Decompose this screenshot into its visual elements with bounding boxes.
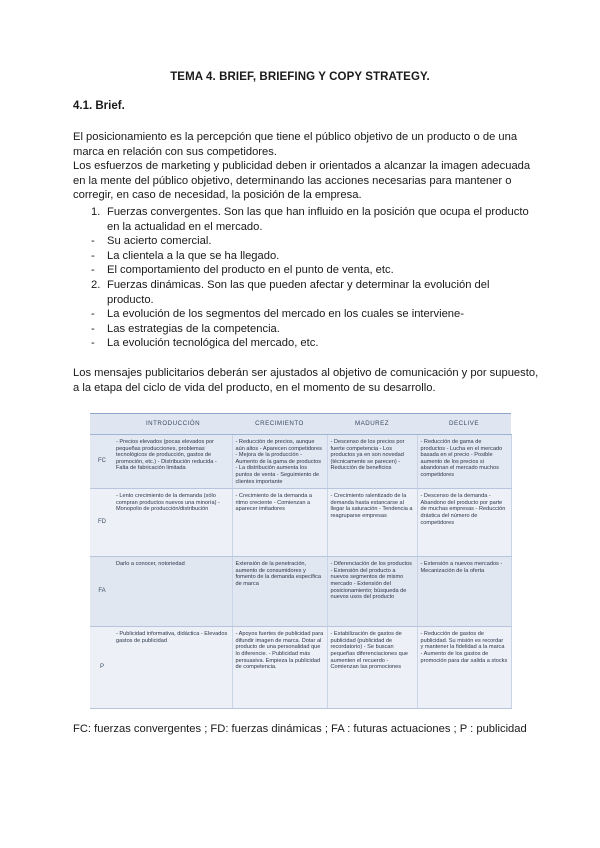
row-label: FA	[90, 557, 114, 627]
paragraph-positioning: El posicionamiento es la percepción que tiene el público objetivo de un producto o de una marca en relación con sus competidores.	[73, 131, 518, 158]
list-item-text: La clientela a la que se ha llegado.	[107, 249, 280, 262]
list-item	[73, 278, 533, 307]
list-item-text: Su acierto comercial.	[107, 235, 212, 248]
list-item-text: Fuerzas convergentes. Son las que han influido en la posición que ocupa el producto en la actualidad en el mercado.	[107, 206, 529, 233]
table-row	[90, 627, 511, 709]
intro-paragraphs	[73, 130, 543, 203]
table-cell: - Crecimiento ralentizado de la demanda hasta estancarse al llegar la saturación - Tendencia a reagruparse empresas	[327, 489, 417, 557]
list-marker: -	[91, 235, 95, 248]
section-heading: 4.1. Brief.	[73, 100, 125, 112]
table-row	[90, 489, 511, 557]
table-cell: - Publicidad informativa, didáctica - Elevados gastos de publicidad	[114, 627, 232, 709]
lifecycle-table	[90, 413, 511, 707]
column-header: DECLIVE	[417, 414, 511, 435]
table-cell: - Reducción de precios, aunque aún altos - Aparecen competidores - Mejora de la producción - Aumento de la gama de productos - La distribución aumenta los puntos de venta - Seguimiento de clientes importante	[232, 435, 327, 489]
list-marker: -	[91, 337, 95, 350]
table-cell: Extensión de la penetración, aumento de consumidores y fomento de la demanda específica de marca	[232, 557, 327, 627]
list-item	[73, 336, 533, 351]
list-marker: -	[91, 322, 95, 335]
column-header: MADUREZ	[327, 414, 417, 435]
table-header-row	[90, 414, 511, 435]
table-cell: - Estabilización de gastos de publicidad (publicidad de recordatorio) - Se buscan pequeñas diferenciaciones que aumenten el recuerdo - Comienzan las promociones	[327, 627, 417, 709]
table-cell: - Extensión a nuevos mercados - Mecanización de la oferta	[417, 557, 511, 627]
list-item-text: Fuerzas dinámicas. Son las que pueden afectar y determinar la evolución del producto.	[107, 278, 490, 306]
table-row	[90, 435, 511, 489]
table-cell: Darlo a conocer, notoriedad	[114, 557, 232, 627]
table-cell: - Lento crecimiento de la demanda (sólo compran productos nuevos una minoría) - Monopolio de producción/distribución	[114, 489, 232, 557]
list-item-text: Las estrategias de la competencia.	[107, 322, 280, 335]
document-title: TEMA 4. BRIEF, BRIEFING Y COPY STRATEGY.	[170, 71, 430, 83]
row-label: FC	[90, 435, 114, 489]
lifecycle-grid	[90, 414, 512, 709]
table-legend: FC: fuerzas convergentes ; FD: fuerzas dinámicas ; FA : futuras actuaciones ; P : publicidad	[73, 723, 527, 735]
row-label: P	[90, 627, 114, 709]
list-marker: 2.	[91, 278, 101, 291]
table-cell: - Diferenciación de los productos - Extensión del producto a nuevos segmentos de mismo mercado - Extensión del posicionamiento; búsqueda de nuevos usos del producto	[327, 557, 417, 627]
paragraph-messages: Los mensajes publicitarios deberán ser ajustados al objetivo de comunicación y por supuesto, a la etapa del ciclo de vida del producto, en el momento de su desarrollo.	[73, 367, 539, 394]
list-item-text: La evolución de los segmentos del mercado en los cuales se interviene-	[107, 308, 464, 321]
table-cell: - Apoyos fuertes de publicidad para difundir imagen de marca. Dotar al producto de una personalidad que lo diferencie. - Publicidad más persuasiva. Empieza la publicidad de competencia.	[232, 627, 327, 709]
list-marker: 1.	[91, 206, 101, 218]
forces-list	[73, 205, 533, 351]
list-marker: -	[91, 264, 95, 277]
paragraph-marketing-efforts: Los esfuerzos de marketing y publicidad deben ir orientados a alcanzar la imagen adecuada en la mente del público objetivo, determinando las acciones necesarias para mantener o corregir, en caso de necesidad, la posición de la empresa.	[73, 160, 531, 202]
list-item	[73, 205, 533, 234]
table-cell: - Precios elevados (pocas elevados por pequeñas producciones, problemas tecnológicos de producción, gastos de promoción, etc.) - Distribución reducida - Falta de fabricación limitada	[114, 435, 232, 489]
table-cell: - Descenso de los precios por fuerte competencia - Los productos ya en son novedad (técnicamente se parecen) - Reducción de beneficios	[327, 435, 417, 489]
table-row	[90, 557, 511, 627]
table-cell: - Reducción de gama de productos - Lucha en el mercado basada en el precio - Posible aumento de los precios si abandonan el mercado muchos competidores	[417, 435, 511, 489]
list-item-text: El comportamiento del producto en el punto de venta, etc.	[107, 264, 394, 277]
list-item-text: La evolución tecnológica del mercado, etc.	[107, 337, 319, 350]
table-cell: - Descenso de la demanda - Abandono del producto por parte de muchas empresas - Reducción drástica del número de competidores	[417, 489, 511, 557]
list-item	[73, 322, 533, 337]
list-marker: -	[91, 249, 95, 262]
list-marker: -	[91, 308, 95, 321]
header-corner	[90, 414, 114, 435]
list-item	[73, 307, 533, 322]
list-item	[73, 263, 533, 278]
row-label: FD	[90, 489, 114, 557]
table-cell: - Reducción de gastos de publicidad. Su misión es recordar y mantener la fidelidad a la marca - Aumento de los gastos de promoción para dar salida a stocks	[417, 627, 511, 709]
list-item	[73, 249, 533, 264]
table-cell: - Crecimiento de la demanda a ritmo creciente - Comienzan a aparecer imitadores	[232, 489, 327, 557]
list-item	[73, 234, 533, 249]
column-header: CRECIMIENTO	[232, 414, 327, 435]
column-header: INTRODUCCIÓN	[114, 414, 232, 435]
